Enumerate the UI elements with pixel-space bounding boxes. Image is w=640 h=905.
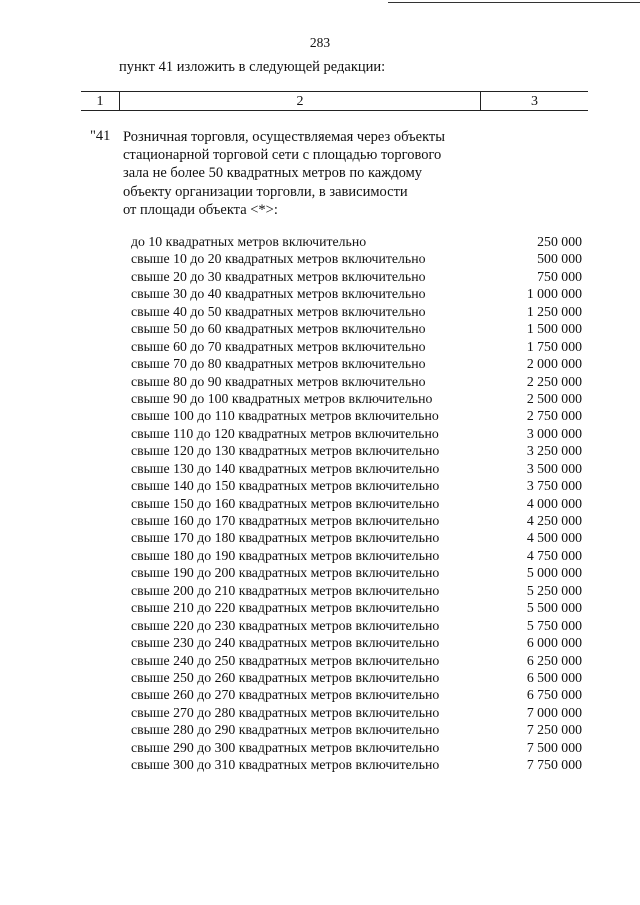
column-header-3: 3 — [531, 94, 538, 109]
table-row — [0, 512, 640, 529]
item-title-line: стационарной торговой сети с площадью торгового — [123, 147, 442, 164]
row-description: свыше 210 до 220 квадратных метров включительно — [131, 600, 440, 616]
rate-table — [0, 233, 640, 774]
table-row — [0, 721, 640, 738]
row-description: свыше 230 до 240 квадратных метров включительно — [131, 635, 440, 651]
row-description: свыше 220 до 230 квадратных метров включительно — [131, 617, 440, 633]
row-value: 6 500 000 — [526, 669, 582, 685]
row-description: свыше 10 до 20 квадратных метров включительно — [131, 251, 426, 267]
row-value: 3 500 000 — [526, 460, 582, 476]
row-description: свыше 100 до 110 квадратных метров включительно — [131, 408, 439, 424]
row-description: до 10 квадратных метров включительно — [131, 234, 367, 249]
table-row — [0, 285, 640, 302]
table-row — [0, 320, 640, 337]
table-row — [0, 652, 640, 669]
table-row — [0, 460, 640, 477]
row-description: свыше 150 до 160 квадратных метров включительно — [131, 495, 440, 511]
intro-text: пункт 41 изложить в следующей редакции: — [119, 59, 386, 75]
table-row — [0, 355, 640, 372]
row-description: свыше 20 до 30 квадратных метров включительно — [131, 268, 426, 284]
row-value: 7 750 000 — [526, 757, 582, 773]
row-description: свыше 200 до 210 квадратных метров включительно — [131, 582, 440, 598]
row-value: 5 500 000 — [526, 600, 582, 616]
row-value: 2 000 000 — [526, 356, 582, 372]
row-value: 2 250 000 — [526, 373, 582, 389]
row-description: свыше 120 до 130 квадратных метров включительно — [131, 443, 440, 459]
table-row — [0, 373, 640, 390]
row-value: 250 000 — [537, 234, 582, 249]
row-description: свыше 140 до 150 квадратных метров включительно — [131, 478, 440, 494]
table-row — [0, 390, 640, 407]
table-row — [0, 756, 640, 773]
row-value: 5 750 000 — [526, 617, 582, 633]
item-title-line: объекту организации торговли, в зависимости — [123, 183, 408, 200]
column-header-row — [81, 91, 588, 111]
item-title — [123, 128, 483, 219]
table-row — [0, 582, 640, 599]
row-value: 4 000 000 — [526, 495, 582, 511]
table-row — [0, 669, 640, 686]
row-value: 3 250 000 — [526, 443, 582, 459]
row-description: свыше 290 до 300 квадратных метров включительно — [131, 739, 440, 755]
row-value: 2 750 000 — [526, 408, 582, 424]
table-row — [0, 739, 640, 756]
row-value: 4 250 000 — [526, 513, 582, 528]
table-row — [0, 495, 640, 512]
item-title-line: Розничная торговля, осуществляемая через объекты — [123, 129, 445, 145]
row-value: 7 500 000 — [526, 739, 582, 755]
table-row — [0, 268, 640, 285]
row-value: 7 000 000 — [526, 704, 582, 720]
row-value: 1 000 000 — [526, 286, 582, 302]
row-description: свыше 250 до 260 квадратных метров включительно — [131, 669, 440, 685]
row-value: 6 250 000 — [526, 652, 582, 668]
row-value: 4 750 000 — [526, 547, 582, 563]
table-row — [0, 303, 640, 320]
row-description: свыше 80 до 90 квадратных метров включительно — [131, 373, 426, 389]
row-description: свыше 260 до 270 квадратных метров включительно — [131, 687, 440, 703]
table-row — [0, 599, 640, 616]
table-row — [0, 250, 640, 267]
row-value: 500 000 — [537, 251, 582, 267]
row-description: свыше 30 до 40 квадратных метров включительно — [131, 286, 426, 302]
row-description: свыше 190 до 200 квадратных метров включительно — [131, 565, 440, 581]
table-row — [0, 233, 640, 250]
row-description: свыше 280 до 290 квадратных метров включительно — [131, 722, 440, 738]
column-header-1: 1 — [81, 92, 120, 110]
table-row — [0, 704, 640, 721]
row-value: 4 500 000 — [526, 530, 582, 546]
row-value: 1 250 000 — [526, 303, 582, 319]
row-description: свыше 90 до 100 квадратных метров включительно — [131, 390, 433, 406]
row-description: свыше 40 до 50 квадратных метров включительно — [131, 303, 426, 319]
row-description: свыше 50 до 60 квадратных метров включительно — [131, 321, 426, 337]
column-header-2: 2 — [120, 92, 481, 110]
table-row — [0, 617, 640, 634]
row-description: свыше 240 до 250 квадратных метров включительно — [131, 652, 440, 668]
row-value: 2 500 000 — [526, 390, 582, 406]
table-row — [0, 634, 640, 651]
row-description: свыше 300 до 310 квадратных метров включительно — [131, 757, 440, 773]
item-number: "41 — [90, 128, 111, 144]
row-value: 1 500 000 — [526, 321, 582, 337]
row-value: 6 000 000 — [526, 635, 582, 651]
item-title-line: от площади объекта <*>: — [123, 201, 278, 218]
row-value: 7 250 000 — [526, 722, 582, 738]
table-row — [0, 477, 640, 494]
row-description: свыше 130 до 140 квадратных метров включительно — [131, 460, 440, 476]
row-description: свыше 160 до 170 квадратных метров включительно — [131, 513, 440, 528]
row-value: 1 750 000 — [526, 338, 582, 354]
table-row — [0, 425, 640, 442]
table-row — [0, 407, 640, 424]
row-value: 3 000 000 — [526, 425, 582, 441]
row-value: 3 750 000 — [526, 478, 582, 494]
row-description: свыше 180 до 190 квадратных метров включительно — [131, 547, 440, 563]
table-row — [0, 564, 640, 581]
table-row — [0, 686, 640, 703]
table-row — [0, 442, 640, 459]
row-value: 750 000 — [537, 268, 582, 284]
table-row — [0, 547, 640, 564]
item-title-line: зала не более 50 квадратных метров по каждому — [123, 165, 423, 182]
row-description: свыше 60 до 70 квадратных метров включительно — [131, 338, 426, 354]
table-row — [0, 338, 640, 355]
row-value: 5 250 000 — [526, 582, 582, 598]
row-value: 6 750 000 — [526, 687, 582, 703]
top-rule — [388, 2, 640, 3]
row-description: свыше 270 до 280 квадратных метров включительно — [131, 704, 440, 720]
row-description: свыше 110 до 120 квадратных метров включительно — [131, 425, 439, 441]
row-description: свыше 170 до 180 квадратных метров включительно — [131, 530, 440, 546]
page-number: 283 — [309, 35, 331, 50]
table-row — [0, 529, 640, 546]
row-description: свыше 70 до 80 квадратных метров включительно — [131, 356, 426, 372]
row-value: 5 000 000 — [526, 565, 582, 581]
